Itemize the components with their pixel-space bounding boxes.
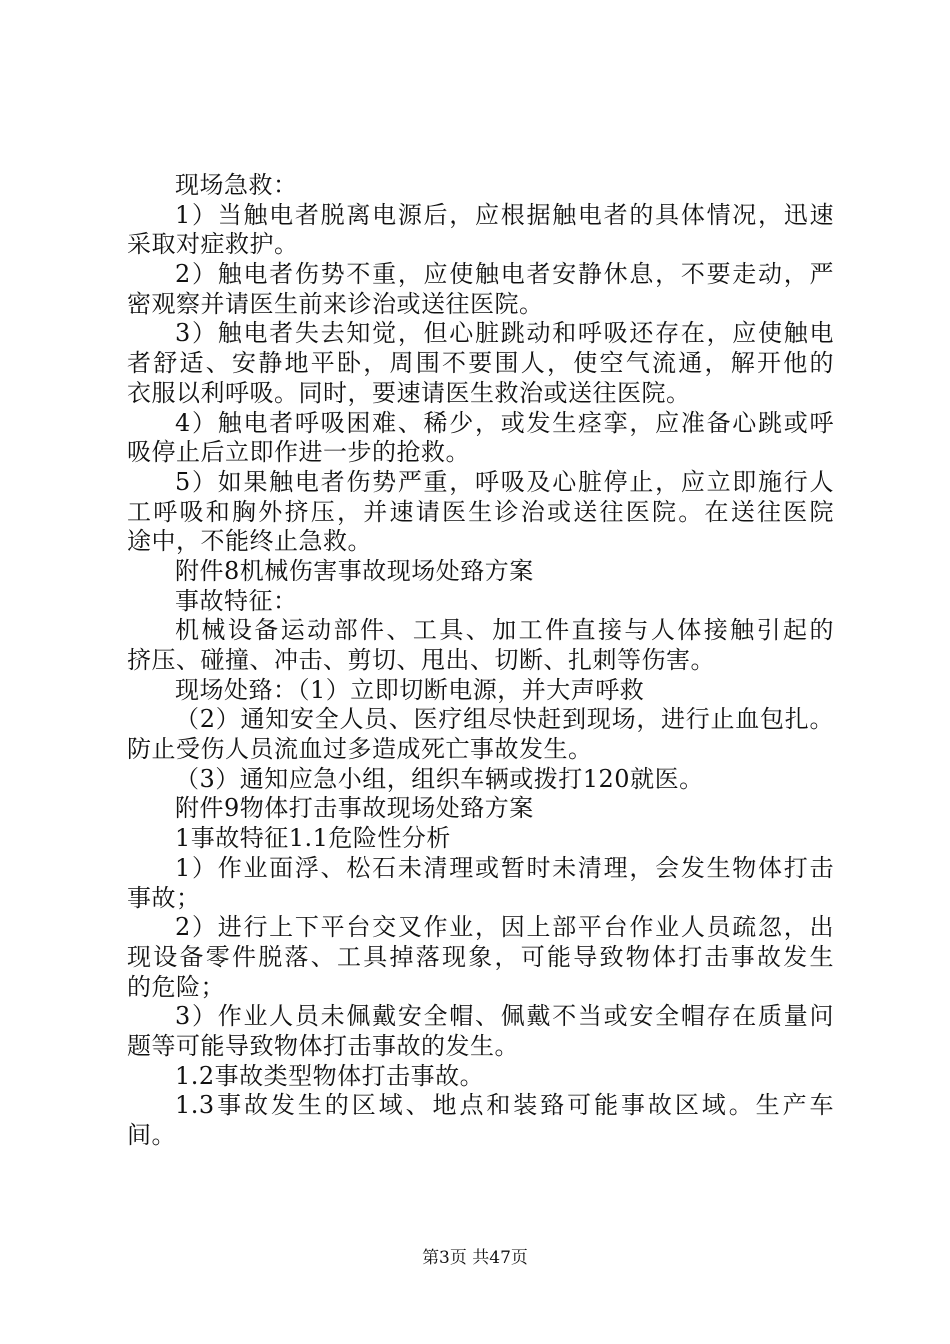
text-line: 1）当触电者脱离电源后，应根据触电者的具体情况，迅速 [175, 200, 834, 229]
text-line: 3）触电者失去知觉，但心脏跳动和呼吸还存在，应使触电 [175, 319, 834, 348]
text-line: 1）作业面浮、松石未清理或暂时未清理，会发生物体打击 [175, 853, 834, 882]
text-line: 事故特征： [175, 586, 298, 615]
paragraph [127, 824, 834, 854]
paragraph [127, 854, 834, 913]
text-line: 现设备零件脱落、工具掉落现象，可能导致物体打击事故发生 [127, 942, 834, 971]
text-line: 附件8机械伤害事故现场处臵方案 [175, 556, 534, 585]
text-line: 2）触电者伤势不重，应使触电者安静休息，不要走动，严 [175, 260, 834, 289]
text-line: 1事故特征1.1危险性分析 [175, 824, 451, 853]
paragraph [127, 409, 834, 468]
text-line: 1.2事故类型物体打击事故。 [175, 1061, 485, 1090]
document-body [127, 171, 834, 1151]
text-line: 吸停止后立即作进一步的抢救。 [127, 438, 470, 467]
text-line: 的危险； [127, 972, 225, 1001]
text-line: 工呼吸和胸外挤压，并速请医生诊治或送往医院。在送往医院 [127, 497, 834, 526]
text-line: 间。 [127, 1121, 176, 1149]
paragraph [127, 587, 834, 617]
paragraph [127, 1002, 834, 1061]
text-line: （3）通知应急小组，组织车辆或拨打120就医。 [175, 764, 704, 793]
text-line: 途中，不能终止急救。 [127, 527, 372, 556]
paragraph [127, 557, 834, 587]
text-line: 3）作业人员未佩戴安全帽、佩戴不当或安全帽存在质量问 [175, 1002, 834, 1031]
text-line: 现场处臵：（1）立即切断电源，并大声呼救 [175, 675, 645, 704]
text-line: 附件9物体打击事故现场处臵方案 [175, 794, 534, 823]
text-line: 1.3事故发生的区域、地点和装臵可能事故区域。生产车 [175, 1091, 834, 1120]
text-line: 5）如果触电者伤势严重，呼吸及心脏停止，应立即施行人 [175, 467, 834, 496]
text-line: 题等可能导致物体打击事故的发生。 [127, 1031, 519, 1060]
paragraph [127, 1091, 834, 1150]
text-line: 2）进行上下平台交叉作业，因上部平台作业人员疏忽，出 [175, 913, 834, 942]
paragraph [127, 468, 834, 557]
text-line: 机械设备运动部件、工具、加工件直接与人体接触引起的 [175, 616, 834, 645]
paragraph [127, 171, 834, 201]
page-footer: 第3页 共47页 [422, 1248, 528, 1268]
paragraph [127, 794, 834, 824]
text-line: 事故； [127, 883, 201, 912]
text-line: 4）触电者呼吸困难、稀少，或发生痉挛，应准备心跳或呼 [175, 408, 834, 437]
paragraph [127, 201, 834, 260]
text-line: 采取对症救护。 [127, 230, 299, 259]
paragraph [127, 676, 834, 706]
paragraph [127, 319, 834, 408]
paragraph [127, 913, 834, 1002]
paragraph [127, 1062, 834, 1092]
text-line: 挤压、碰撞、冲击、剪切、甩出、切断、扎刺等伤害。 [127, 646, 715, 674]
text-line: 防止受伤人员流血过多造成死亡事故发生。 [127, 735, 593, 764]
text-line: 密观察并请医生前来诊治或送往医院。 [127, 289, 544, 318]
text-line: 衣服以利呼吸。同时，要速请医生救治或送往医院。 [127, 378, 691, 407]
paragraph [127, 260, 834, 319]
paragraph [127, 765, 834, 795]
paragraph [127, 616, 834, 675]
text-line: 现场急救： [175, 171, 298, 199]
paragraph [127, 705, 834, 764]
text-line: （2）通知安全人员、医疗组尽快赶到现场，进行止血包扎。 [175, 705, 834, 734]
text-line: 者舒适、安静地平卧，周围不要围人，使空气流通，解开他的 [127, 349, 834, 378]
